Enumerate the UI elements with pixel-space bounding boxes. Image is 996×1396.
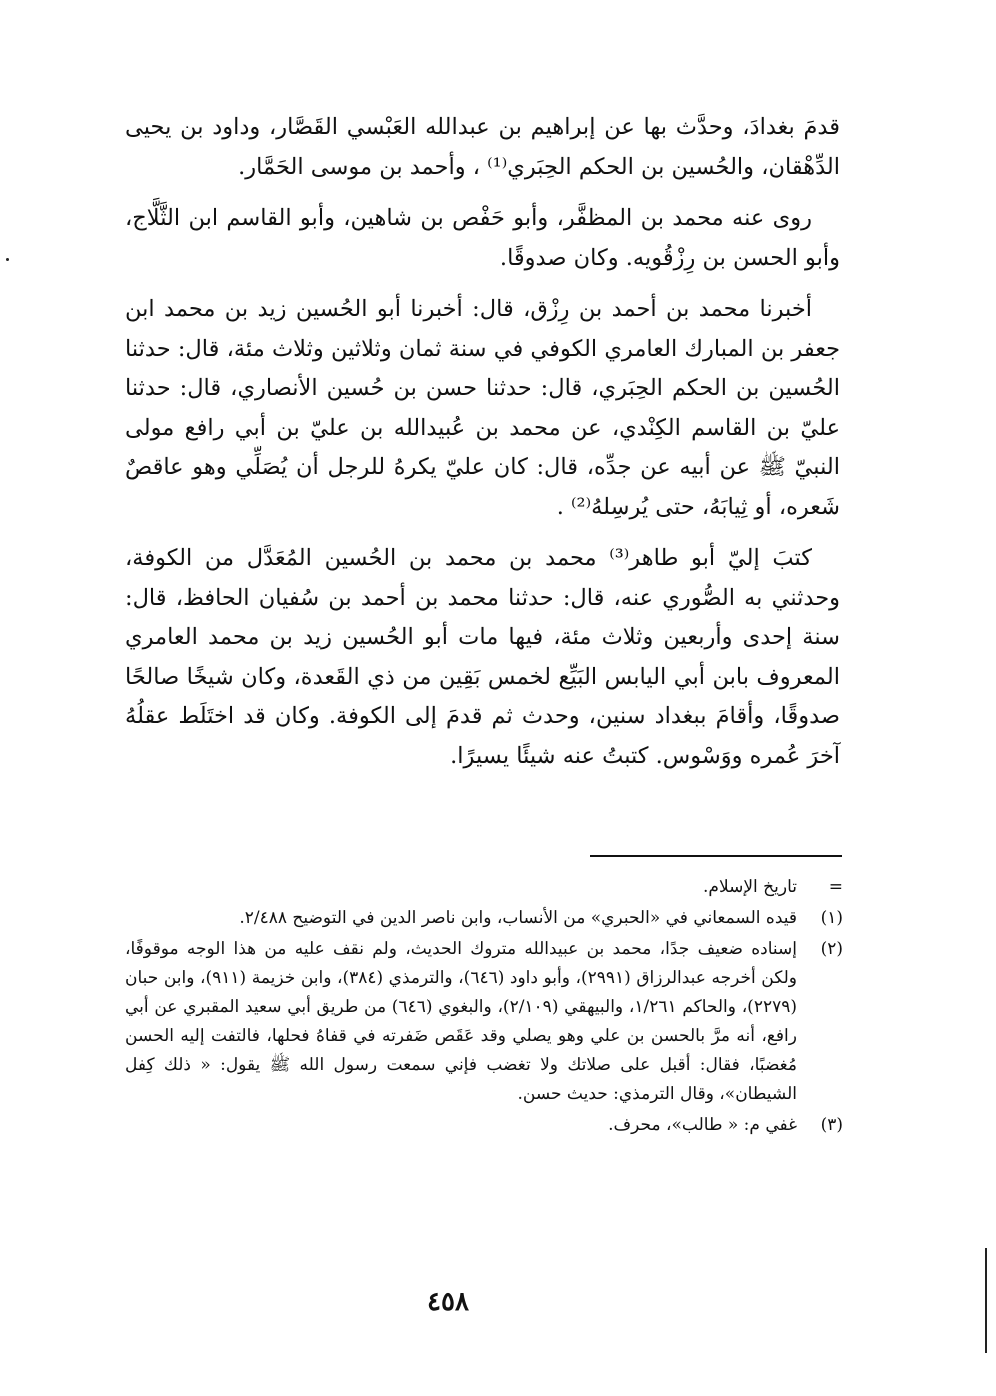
footnote-1 <box>125 904 845 933</box>
footnote-continued <box>125 873 845 902</box>
footnote-text: قيده السمعاني في «الحبري» من الأنساب، وابن ناصر الدين في التوضيح ٢/٤٨٨. <box>239 908 797 928</box>
footnote-text: غفي م: « طالب»، محرف. <box>608 1115 797 1135</box>
footnote-text: تاريخ الإسلام. <box>703 877 797 897</box>
footnote-marker: (٢) <box>820 939 843 959</box>
footnotes <box>125 873 845 1142</box>
paragraph-2: روى عنه محمد بن المظفَّر، وأبو حَفْص بن شاهين، وأبو القاسم ابن الثَّلَّاج، وأبو الحسن بن رِزْقُويه. وكان صدوقًا. <box>125 205 840 271</box>
footnote-text: إسناده ضعيف جدًا، محمد بن عبيدالله متروك الحديث، ولم نقف عليه من هذا الوجه موقوفًا، ولكن أخرجه عبدالرزاق (٢٩٩١)، وأبو داود (٦٤٦)، والترمذي (٣٨٤)، وابن خزيمة (٩١١)، وابن حبان (٢٢٧٩)، والحاكم ١/٢٦١، والبيهقي (٢/١٠٩)، والبغوي (٦٤٦) من طريق أبي سعيد المقبري عن أبي رافع، أنه مرَّ بالحسن بن علي وهو يصلي وقد عَقَص ضَفرته في قفاهُ فحلها، فالتفت إليه الحسن مُغضبًا، فقال: أقبل على صلاتك ولا تغضب فإني سمعت رسول الله ﷺ يقول: « ذلك كِفل الشيطان»، وقال الترمذي: حديث حسن. <box>125 939 797 1104</box>
scan-speck <box>6 258 9 261</box>
paragraph-1: قدمَ بغدادَ، وحدَّث بها عن إبراهيم بن عبدالله العَبْسي القَصَّار، وداود بن يحيى الدِّهْقان، والحُسين بن الحكم الحِبَري⁽¹⁾ ، وأحمد بن موسى الحَمَّار. <box>125 114 840 180</box>
paragraph-3: أخبرنا محمد بن أحمد بن رِزْق، قال: أخبرنا أبو الحُسين زيد بن محمد ابن جعفر بن المبارك العامري الكوفي في سنة ثمان وثلاثين وثلاث مئة، قال: حدثنا الحُسين بن الحكم الحِبَري، قال: حدثنا حسن بن حُسين الأنصاري، قال: حدثنا عليّ بن القاسم الكِنْدي، عن محمد بن عُبيدالله بن عليّ بن أبي رافع مولى النبيّ ﷺ عن أبيه عن جدِّه، قال: كان عليّ يكرهُ للرجل أن يُصَلِّي وهو عاقصٌ شَعره، أو ثِيابَهُ، حتى يُرسِلهُ⁽²⁾ . <box>125 296 840 520</box>
footnote-marker: (١) <box>820 908 843 928</box>
footnote-marker: (٣) <box>820 1115 843 1135</box>
paragraph-4: كتبَ إليّ أبو طاهر⁽³⁾ محمد بن محمد بن الحُسين المُعَدَّل من الكوفة، وحدثني به الصُّوري عنه، قال: حدثنا محمد بن أحمد بن سُفيان الحافظ، قال: سنة إحدى وأربعين وثلاث مئة، فيها مات أبو الحُسين زيد بن محمد العامري المعروف بابن أبي اليابس البَيِّع لخمس بَقِين من ذي القَعدة، وكان شيخًا صالحًا صدوقًا، وأقامَ ببغداد سنين، وحدث ثم قدمَ إلى الكوفة. وكان قد اختَلَط عقلُهُ آخرَ عُمره ووَسْوس. كتبتُ عنه شيئًا يسيرًا. <box>125 545 840 769</box>
footnote-marker: = <box>828 877 843 897</box>
scan-edge-line <box>985 1248 987 1353</box>
footnote-3 <box>125 1111 845 1140</box>
page-number: ٤٥٨ <box>427 1287 469 1317</box>
main-text <box>125 108 840 788</box>
footnote-separator <box>590 855 842 857</box>
footnote-2 <box>125 935 845 1109</box>
